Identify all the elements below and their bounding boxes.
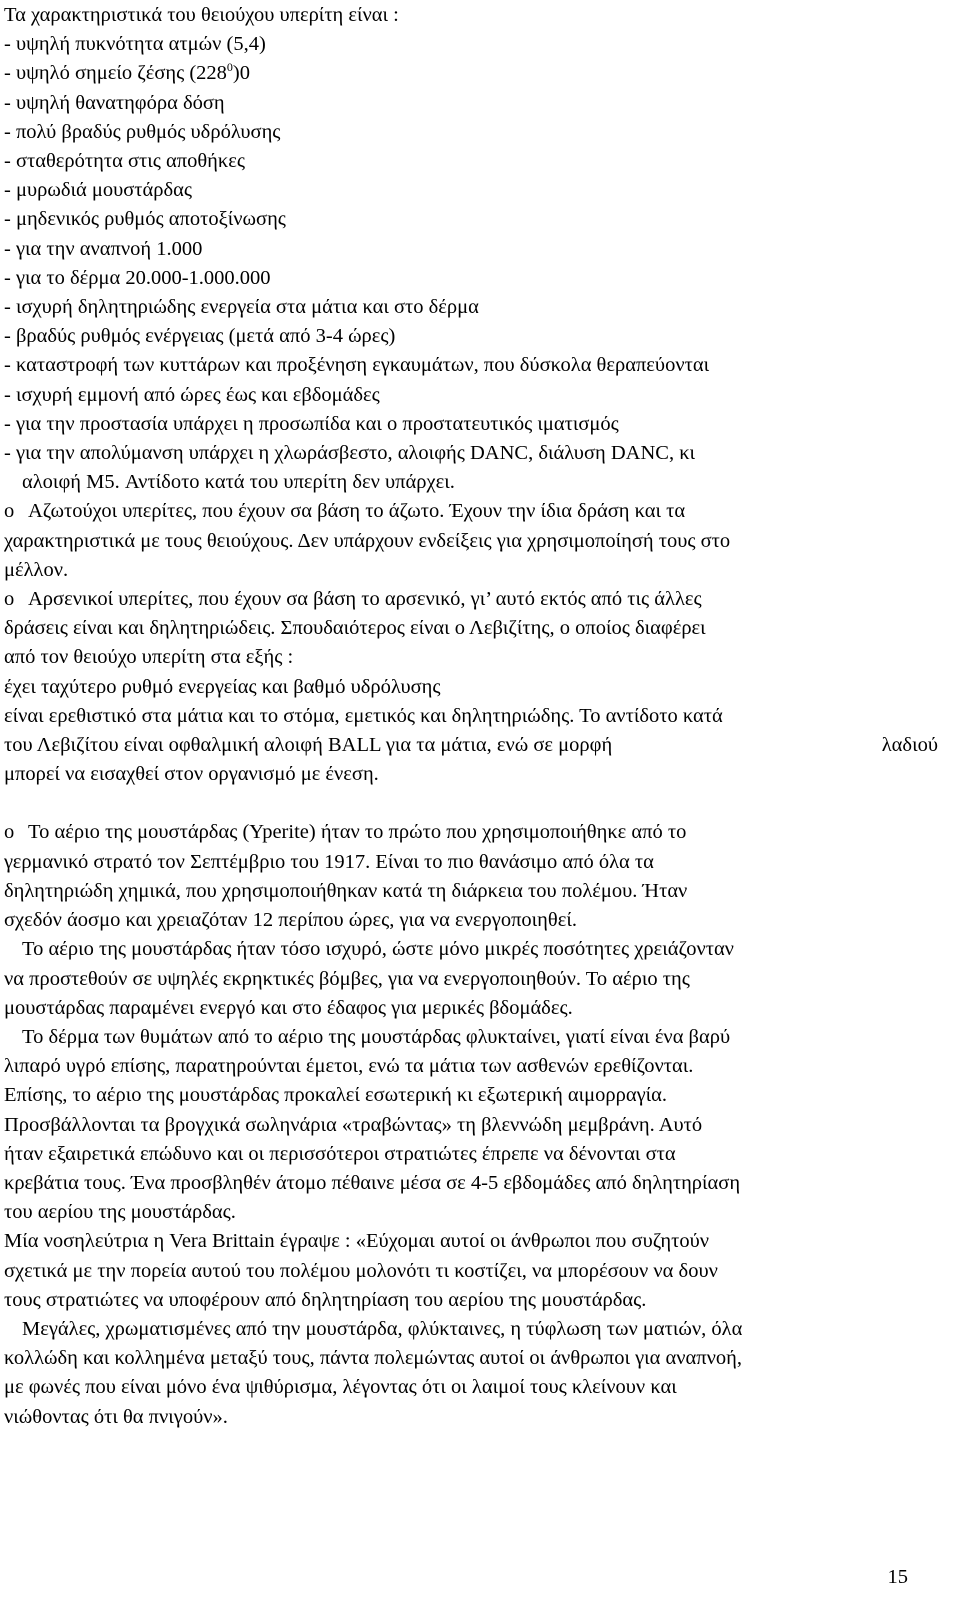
bullet-marker: o xyxy=(4,500,15,523)
list-item: - μηδενικός ρυθμός αποτοξίνωσης xyxy=(4,208,286,231)
paragraph-line: Το δέρμα των θυμάτων από το αέριο της μουστάρδας φλυκταίνει, γιατί είναι ένα βαρύ xyxy=(22,1025,731,1048)
yperite-paragraph xyxy=(4,818,938,935)
paragraph-line xyxy=(4,585,938,614)
list-item: - ισχυρή εμμονή από ώρες έως και εβδομάδες xyxy=(4,383,380,406)
paragraph-line: Μία νοσηλεύτρια η Vera Brittain έγραψε : «Εύχομαι αυτοί οι άνθρωποι που συζητούν xyxy=(4,1230,710,1253)
list-item: - υψηλή πυκνότητα ατμών (5,4) xyxy=(4,33,266,56)
superscript: 0 xyxy=(226,60,233,75)
paragraph-line: σχεδόν άοσμο και χρειαζόταν 12 περίπου ώρες, για να ενεργοποιηθεί. xyxy=(4,909,577,932)
arsenic-mustard-paragraph xyxy=(4,585,938,789)
paragraph-line: Το αέριο της μουστάρδας ήταν τόσο ισχυρό, ώστε μόνο μικρές ποσότητες χρειάζονταν xyxy=(22,938,734,961)
paragraph-line: του αερίου της μουστάρδας. xyxy=(4,1201,236,1224)
line-text: Αρσενικοί υπερίτες, που έχουν σα βάση το αρσενικό, γι’ αυτό εκτός από τις άλλες xyxy=(28,588,702,611)
paragraph-line xyxy=(4,818,938,847)
list-item: - για την αναπνοή 1.000 xyxy=(4,237,203,260)
paragraph-line: δηλητηριώδη χημικά, που χρησιμοποιήθηκαν κατά τη διάρκεια του πολέμου. Ήταν xyxy=(4,879,688,902)
list-item: - καταστροφή των κυττάρων και προξένηση εγκαυμάτων, που δύσκολα θεραπεύονται xyxy=(4,354,710,377)
paragraph-line: δράσεις είναι και δηλητηριώδεις. Σπουδαιότερος είναι ο Λεβιζίτης, ο οποίος διαφέρει xyxy=(4,617,706,640)
paragraph-line: γερμανικό στρατό τον Σεπτέμβριο του 1917. Είναι το πιο θανάσιμο από όλα τα xyxy=(4,850,654,873)
quote-paragraph xyxy=(4,1315,938,1432)
list-item: - πολύ βραδύς ρυθμός υδρόλυσης xyxy=(4,120,281,143)
brittain-paragraph xyxy=(4,1227,938,1315)
intro-heading: Τα χαρακτηριστικά του θειούχου υπερίτη είναι : xyxy=(4,4,399,26)
paragraph-line: μέλλον. xyxy=(4,558,69,581)
paragraph-line: χαρακτηριστικά με τους θειούχους. Δεν υπάρχουν ενδείξεις για χρησιμοποίησή τους στο xyxy=(4,529,731,552)
list-item: - υψηλή θανατηφόρα δόση xyxy=(4,91,225,114)
paragraph-line: με φωνές που είναι μόνο ένα ψιθύρισμα, λέγοντας ότι οι λαιμοί τους κλείνουν και xyxy=(4,1376,677,1399)
line-text: Αζωτούχοι υπερίτες, που έχουν σα βάση το άζωτο. Έχουν την ίδια δράση και τα xyxy=(28,500,686,523)
line-text-end: λαδιού xyxy=(881,734,938,757)
list-item: - για την απολύμανση υπάρχει η χλωράσβεστο, αλοιφής DANC, διάλυση DANC, κι xyxy=(4,442,696,465)
list-item: - για την προστασία υπάρχει η προσωπίδα και ο προστατευτικός ιματισμός xyxy=(4,412,619,435)
paragraph-line: μπορεί να εισαχθεί στον οργανισμό με ένεση. xyxy=(4,763,379,786)
bullet-marker: o xyxy=(4,821,15,844)
nitrogen-mustard-paragraph xyxy=(4,497,938,585)
page-number: 15 xyxy=(887,1566,908,1588)
boiling-point-text: - υψηλό σημείο ζέσης (228 xyxy=(4,62,227,85)
list-item: - για το δέρμα 20.000-1.000.000 xyxy=(4,266,271,289)
document-page xyxy=(4,0,938,1432)
paragraph-line xyxy=(4,731,938,760)
paragraph-line xyxy=(4,497,938,526)
skin-effects-paragraph xyxy=(4,1023,938,1227)
paragraph-line: Προσβάλλονται τα βρογχικά σωληνάρια «τραβώντας» τη βλεννώδη μεμβράνη. Αυτό xyxy=(4,1113,703,1136)
paragraph-line: είναι ερεθιστικό στα μάτια και το στόμα, εμετικός και δηλητηριώδης. Το αντίδοτο κατά xyxy=(4,704,723,727)
paragraph-line: μουστάρδας παραμένει ενεργό και στο έδαφος για μερικές βδομάδες. xyxy=(4,996,573,1019)
list-item: - μυρωδιά μουστάρδας xyxy=(4,179,193,202)
paragraph-line: νιώθοντας ότι θα πνιγούν». xyxy=(4,1405,228,1428)
properties-list xyxy=(4,30,938,497)
paragraph-line: τους στρατιώτες να υποφέρουν από δηλητηρίαση του αερίου της μουστάρδας. xyxy=(4,1288,647,1311)
paragraph-line: Επίσης, το αέριο της μουστάρδας προκαλεί εσωτερική κι εξωτερική αιμορραγία. xyxy=(4,1084,668,1107)
strength-paragraph xyxy=(4,935,938,1023)
list-item: - σταθερότητα στις αποθήκες xyxy=(4,150,245,173)
paragraph-line: σχετικά με την πορεία αυτού του πολέμου μολονότι τι κοστίζει, να μπορέσουν να δουν xyxy=(4,1259,718,1282)
paragraph-line: Μεγάλες, χρωματισμένες από την μουστάρδα, φλύκταινες, η τύφλωση των ματιών, όλα xyxy=(22,1317,743,1340)
paragraph-line: κρεβάτια τους. Ένα προσβληθέν άτομο πέθαινε μέσα σε 4-5 εβδομάδες από δηλητηρίαση xyxy=(4,1171,741,1194)
line-text: του Λεβιζίτου είναι οφθαλμική αλοιφή BALL για τα μάτια, ενώ σε μορφή xyxy=(4,734,613,757)
list-item: - ισχυρή δηλητηριώδης ενεργεία στα μάτια και στο δέρμα xyxy=(4,296,479,319)
paragraph-line: να προστεθούν σε υψηλές εκρηκτικές βόμβες, για να ενεργοποιηθούν. Το αέριο της xyxy=(4,967,690,990)
bullet-marker: o xyxy=(4,588,15,611)
list-item xyxy=(4,59,938,88)
paragraph-line: έχει ταχύτερο ρυθμό ενεργείας και βαθμό υδρόλυσης xyxy=(4,675,441,698)
paragraph-line: λιπαρό υγρό επίσης, παρατηρούνται έμετοι, ενώ τα μάτια των ασθενών ερεθίζονται. xyxy=(4,1055,694,1078)
list-item: - βραδύς ρυθμός ενέργειας (μετά από 3-4 ώρες) xyxy=(4,325,396,348)
list-item-continuation: αλοιφή M5. Αντίδοτο κατά του υπερίτη δεν υπάρχει. xyxy=(22,471,455,494)
paragraph-line: κολλώδη και κολλημένα μεταξύ τους, πάντα πολεμώντας αυτοί οι άνθρωποι για αναπνοή, xyxy=(4,1347,743,1370)
line-text: Το αέριο της μουστάρδας (Yperite) ήταν το πρώτο που χρησιμοποιήθηκε από το xyxy=(28,821,687,844)
paragraph-line: ήταν εξαιρετικά επώδυνο και οι περισσότεροι στρατιώτες έπρεπε να δένονται στα xyxy=(4,1142,676,1165)
boiling-point-suffix: )0 xyxy=(232,62,250,85)
paragraph-line: από τον θειούχο υπερίτη στα εξής : xyxy=(4,646,294,669)
